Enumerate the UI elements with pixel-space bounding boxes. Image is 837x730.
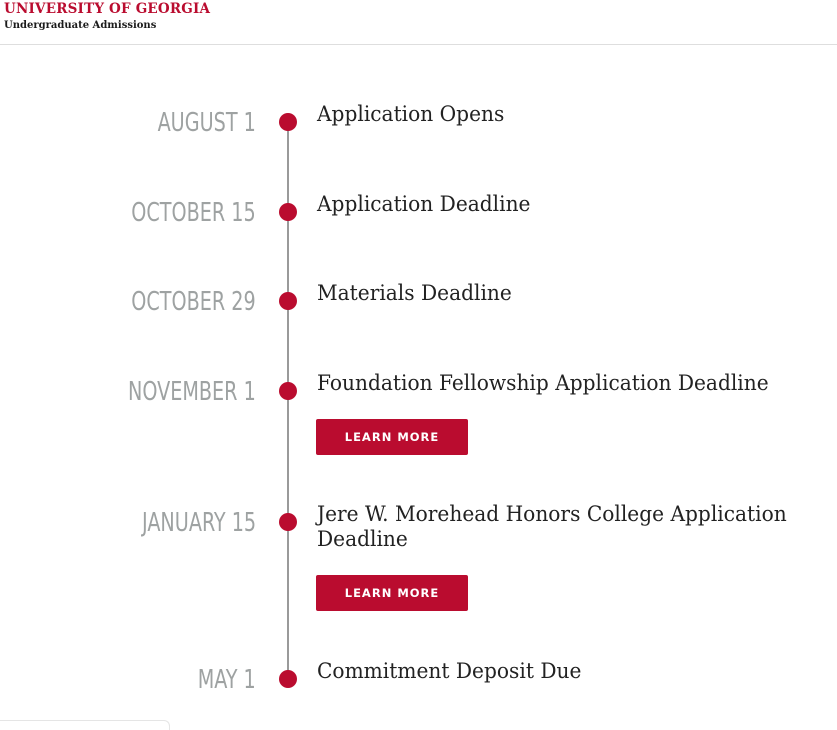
learn-more-button[interactable]: LEARN MORE (316, 575, 468, 611)
event-title: Foundation Fellowship Application Deadline (317, 371, 769, 395)
event-title: Jere W. Morehead Honors College Application Deadline (317, 502, 787, 551)
timeline-dot-icon (279, 382, 297, 400)
event-title: Commitment Deposit Due (317, 659, 582, 683)
timeline-dot-icon (279, 670, 297, 688)
timeline-dot-icon (279, 203, 297, 221)
timeline-dot-icon (279, 292, 297, 310)
learn-more-button[interactable]: LEARN MORE (316, 419, 468, 455)
event-date: OCTOBER 15 (131, 198, 256, 228)
event-date: OCTOBER 29 (131, 287, 256, 317)
event-title: Application Opens (317, 102, 505, 126)
site-subtitle: Undergraduate Admissions (4, 20, 157, 31)
event-title: Materials Deadline (317, 281, 512, 305)
timeline-dot-icon (279, 113, 297, 131)
event-date: NOVEMBER 1 (128, 377, 256, 407)
bottom-panel-edge (0, 720, 170, 730)
timeline-dot-icon (279, 513, 297, 531)
site-header (0, 0, 837, 45)
event-date: MAY 1 (197, 665, 256, 695)
event-title: Application Deadline (317, 192, 531, 216)
event-date: AUGUST 1 (157, 108, 256, 138)
event-date: JANUARY 15 (141, 508, 256, 538)
university-logo-title[interactable]: UNIVERSITY OF GEORGIA (4, 1, 211, 17)
